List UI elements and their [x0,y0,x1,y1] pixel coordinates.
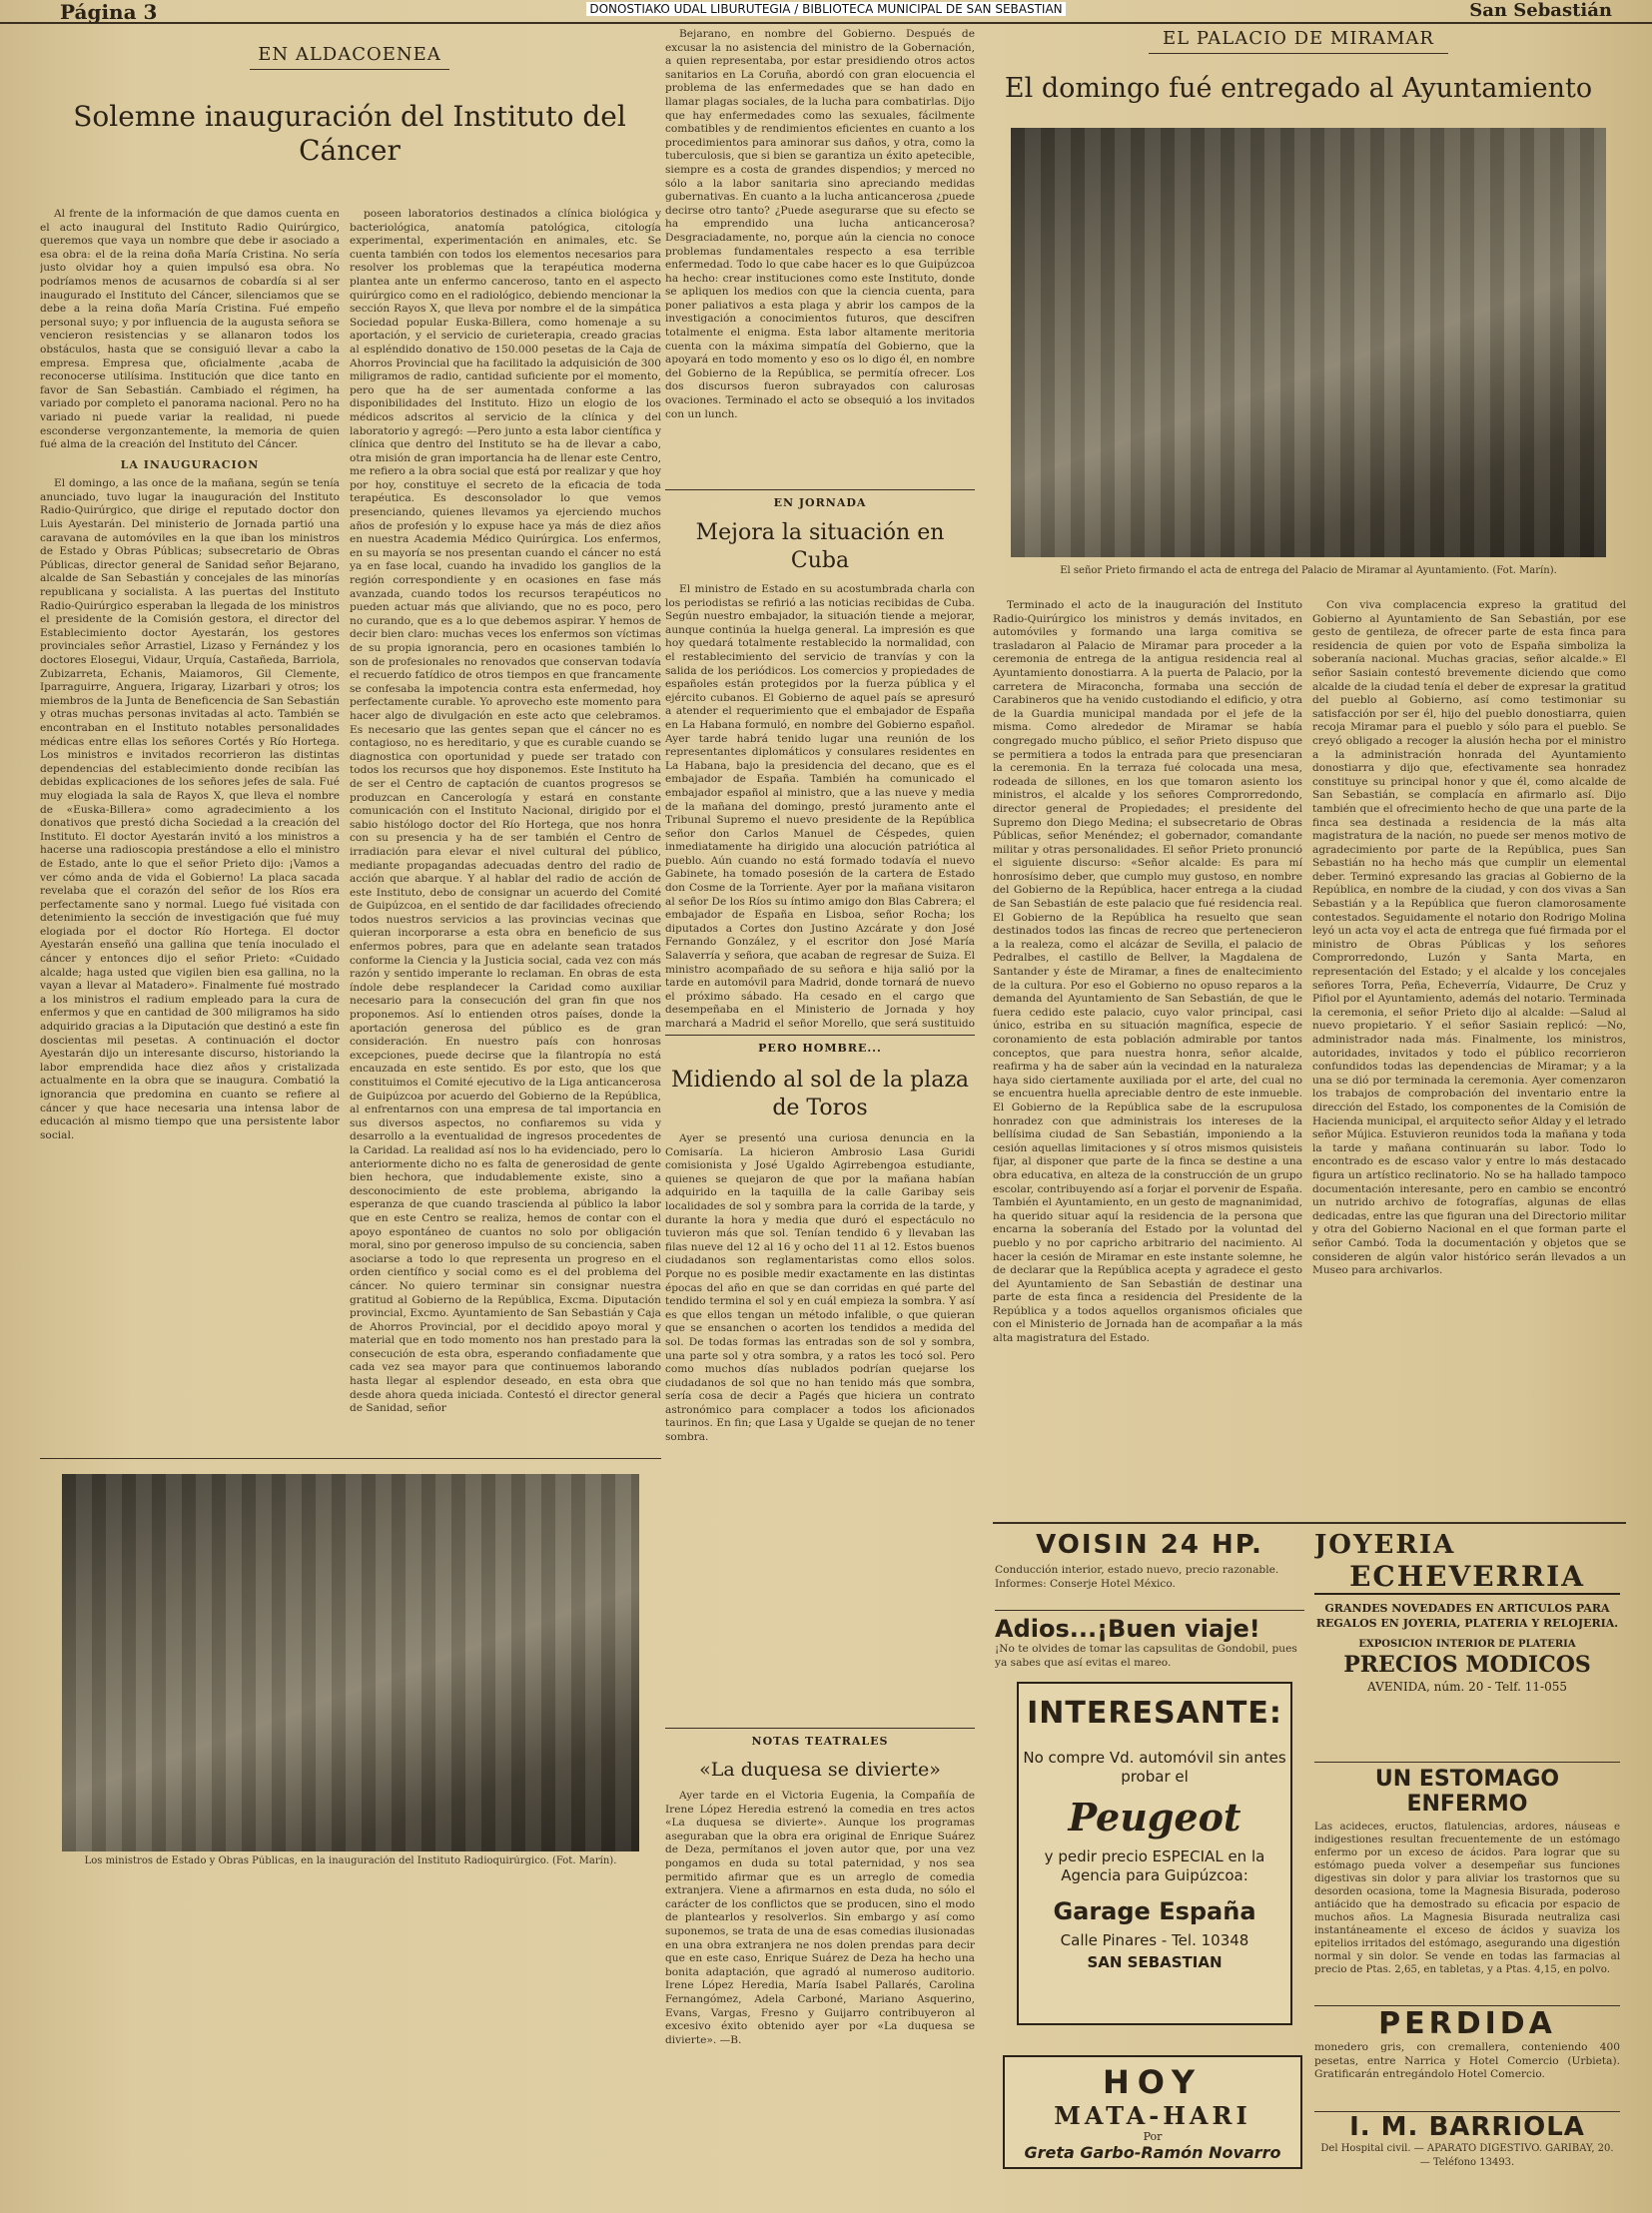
adios-ad [995,1610,1304,1675]
joyeria-text: GRANDES NOVEDADES EN ARTICULOS PARA REGALOS EN JOYERIA, PLATERIA Y RELOJERIA. [1315,1602,1619,1630]
barriola-ad [1314,2111,1620,2182]
teatro-headline: «La duquesa se divierte» [699,1759,941,1781]
interesante-title: INTERESANTE: [1027,1696,1282,1731]
instituto-text-2: poseen laboratorios destinados a clínica biológica y bacteriológica, anatomía patológica, citología experimental, experimentación en animales, etc. Se cuenta también con todos los elementos necesarios para resolver los problemas que la terapéutica moderna plantea ante un enfermo canceroso, tanto en el aspecto quirúrgico como en el radiológico, debiendo mencionar la sección Rayos X, que lleva por nombre el de la simpática Sociedad popular Euska-Billera, como homenaje a su aportación, y el servicio de curieterapia, creado gracias al espléndido donativo de 150.000 pesetas de la Caja de Ahorros Provincial que ha facilitado la adquisición de 300 miligramos de radio, cantidad suficiente por el momento, pero que ha de ser aumentada conforme a las disponibilidades del Instituto. Hizo un elogio de los médicos adscritos al servicio de la clínica y del laboratorio y agregó: —Pero junto a esta labor científica y clínica que dentro del Instituto se ha de llevar a cabo, otra misión de gran importancia ha de llenar este Centro, me refiero a la obra social que está por realizar y que hoy por hoy, constituye el secreto de la eficacia de toda terapéutica. Es desconsolador lo que vemos presenciando, quienes llevamos ya ejerciendo muchos años de profesión y lo expuse hace ya más de diez años en nuestra Academia Médico Quirúrgica. Los enfermos, en su mayoría se nos presentan cuando el cáncer no está ya en fase local, cuando ha invadido los ganglios de la región correspondiente y en ocasiones en fase más avanzada, cuando todos los recursos terapéuticos no pueden actuar más que aliviando, que no es poco, pero no curando, que es a lo que debemos aspirar. Y hemos de decir bien claro: muchas veces los enfermos son víctimas de su propia ignorancia, pero en ocasiones también lo son de profesionales no renovados que conservan todavía el recuerdo fatídico de otros tiempos en que francamente se confesaba la impotencia contra esta enfermedad, hoy perfectamente curable. Yo aprovecho este momento para hacer algo de divulgación en este acto que celebramos. Es necesario que las gentes sepan que el cáncer no es contagioso, no es hereditario, y que es curable cuando se diagnostica con oportunidad y puede ser tratado con todos los recursos que hoy disponemos. Este Instituto ha de ser el Centro de captación de cuantos progresos se produzcan en Cancerología y estará en constante comunicación con el Instituto Nacional, dirigido por el sabio histólogo doctor del Río Hortega, que nos honra con su presencia y ha de ser también el Centro de irradiación para elevar el nivel cultural del público, mediante propagandas adecuadas dentro del radio de acción que abarque. Y al hablar del radio de acción de este Instituto, debo de consignar un acuerdo del Comité de Guipúzcoa, en el sentido de dar facilidades ofreciendo todos nuestros servicios a las provincias vecinas que quieran incorporarse a esta obra en beneficio de sus enfermos pobres, para que en adelante sean tratados conforme la Ciencia y la Justicia social, cada vez con más razón y sentido imperante lo reclaman. En obras de esta índole debe resplandecer la Caridad como auxiliar necesario para la consecución del gran fin que nos proponemos. Así lo entienden otros países, donde la aportación generosa del público es de gran consideración. En nuestro país con honrosas excepciones, puede decirse que la filantropía no está encauzada en este sentido. Es por esto, que los que constituimos el Comité ejecutivo de la Liga anticancerosa de Guipúzcoa por acuerdo del Gobierno de la República, al enfrentarnos con una empresa de tal importancia en sus diversos aspectos, no confiaremos su vida y desarrollo a la eventualidad de ingresos procedentes de la Caridad. La realidad así nos lo ha evidenciado, pero lo anteriormente dicho no es falta de generosidad de gente bien hechora, que indudablemente existe, sino a desconocimiento de este problema, abrigando la esperanza de que cuando trascienda al público la labor que en este Centro se realiza, hemos de contar con el apoyo espontáneo de cuantos no solo por obligación moral, sino por generoso impulso de su conciencia, saben asociarse a todo lo que representa un progreso en el orden científico y social como es el del problema del cáncer. No quiero terminar sin consignar nuestra gratitud al Gobierno de la República, Excma. Diputación provincial, Excmo. Ayuntamiento de San Sebastián y Caja de Ahorros Provincial, por el decidido apoyo moral y material que en todo momento nos han prestado para la consecución de esta obra, esperando confiadamente que cada vez sea mayor para que continuemos laborando hasta llegar al esplendor deseado, en esta obra que desde ahora queda iniciada. Contestó el director general de Sanidad, señor [350,208,661,1415]
inauguration-photo-caption: Los ministros de Estado y Obras Públicas, en la inauguración del Instituto Radioquirúrgico. (Fot. Marín). [84,1855,617,1866]
instituto-column-2 [350,208,661,1450]
inauguration-photo [62,1474,639,1851]
cuba-text: El ministro de Estado en su acostumbrada charla con los periodistas se refirió a las noticias recibidas de Cuba. Según nuestro embajador, la situación tiende a mejorar, aunque continúa la huelga general. La impresión es que hoy quedará totalmente restablecido la normalidad, con el restablecimiento del servicio de tranvías y con la salida de los periódicos. Los comercios y propiedades de españoles están protegidos por la fuerza pública y el ejército cubanos. El Gobierno de aquel país se apresuró a atender el requerimiento que el embajador de España en La Habana formuló, en nombre del Gobierno español. Ayer tarde habrá tenido lugar una reunión de los representantes diplomáticos y consulares residentes en La Habana, bajo la presidencia del decano, que es el embajador de España. También ha comunicado el embajador español al ministro, que a las nueve y media de la mañana del domingo, prestó juramento ante el Tribunal Supremo el nuevo presidente de la República señor don Carlos Manuel de Céspedes, quien inmediatamente ha dirigido una alocución patriótica al pueblo. Aún cuando no está formado todavía el nuevo Gabinete, ha tomado posesión de la cartera de Estado don Cosme de la Torriente. Ayer por la mañana visitaron al señor De los Ríos su íntimo amigo don Blas Cabrera; el embajador de España en Lisboa, señor Rocha; los diputados a Cortes don Justino Azcárate y don José Fernando González, y el escritor don José María Salaverría y señora, que acaban de regresar de Suiza. El ministro acompañado de su señora e hija salió por la tarde en automóvil para Madrid, donde tornará de nuevo el próximo sábado. Ha cesado en el cargo que desempeñaba en el Ministerio de Jornada y hoy marchará a Madrid el señor Morello, que será sustituido [665,583,975,1029]
estomago-ad [1314,1762,1620,1978]
divider [40,1458,661,1459]
teatro-article [665,1728,975,2167]
interesante-line-2: y pedir precio ESPECIAL en la Agencia para Guipúzcoa: [1044,1847,1265,1884]
toros-kicker: PERO HOMBRE... [758,1042,882,1055]
perdida-ad [1314,2005,1620,2110]
barriola-text: Del Hospital civil. — APARATO DIGESTIVO. GARIBAY, 20. — Teléfono 13493. [1320,2143,1614,2168]
matahari-ad [1003,2055,1302,2169]
instituto-column-1 [40,208,340,1450]
cuba-kicker: EN JORNADA [773,496,867,509]
barriola-title: I. M. BARRIOLA [1349,2112,1585,2142]
page-header [0,0,1652,24]
miramar-photo-caption: El señor Prieto firmando el acta de entrega del Palacio de Miramar al Ayuntamiento. (Fot. Marín). [1060,565,1557,576]
library-stamp: DONOSTIAKO UDAL LIBURUTEGIA / BIBLIOTECA MUNICIPAL DE SAN SEBASTIAN [586,2,1066,16]
instituto-text-1: Al frente de la información de que damos cuenta en el acto inaugural del Instituto Radio Quirúrgico, queremos que vaya un nombre que debe ir asociado a esa obra: el de la reina doña María Cristina. No sería justo olvidar hoy a quien impulsó esa obra. No podríamos menos de acusarnos de cobardía si al ser inaugurado el Instituto del Cáncer, silenciamos que se debe a la reina doña María Cristina. Fué empeño personal suyo; y por influencia de la augusta señora se vencieron resistencias y se allanaron todos los obstáculos, hasta que se consiguió llevar a cabo la empresa. Empresa que, oficialmente ,acaba de reconocerse utilísima. Institución que dice tanto en favor de San Sebastián. Cambiado el régimen, ha variado por completo el panorama nacional. Pero no ha variado ni puede variar la realidad, ni puede esconderse vergonzantemente, la memoria de quien fué alma de la creación del Instituto del Cáncer. [40,208,340,451]
teatro-top-rule [665,1728,975,1729]
miramar-headline: El domingo fué entregado al Ayuntamiento [1004,73,1593,104]
inauguracion-label: LA INAUGURACION [120,457,260,471]
matahari-cast: Greta Garbo-Ramón Novarro [1024,2143,1281,2162]
joyeria-precios: PRECIOS MODICOS [1343,1652,1591,1678]
garage-name: Garage España [1053,1897,1256,1925]
instituto-text-1b: El domingo, a las once de la mañana, según se tenía anunciado, tuvo lugar la inauguración del Instituto Radio-Quirúrgico, que dirige el reputado doctor don Luis Ayestarán. Del ministerio de Jornada partió una caravana de automóviles en la que iban los ministros de Estado y Obras Públicas; subsecretario de Obras Públicas, director general de Sanidad señor Bejarano, alcalde de San Sebastián y concejales de las minorías republicana y socialista. A las puertas del Instituto Radio-Quirúrgico esperaban la llegada de los ministros el presidente de la Comisión gestora, el director del Establecimiento doctor Ayestarán, los gestores provinciales señor Arrastiel, Lizaso y Fernández y los doctores Elosegui, Vidaur, Urquía, Castañeda, Barriola, Zubizarreta, Echanis, Maiamoros, Gil Clemente, Iparraguirre, Anguera, Irigaray, Lizarbari y otros; los miembros de la Junta de Beneficencia de San Sebastián y otras muchas personas invitadas al acto. También se encontraban en el Instituto notables personalidades médicas entre ellas los señores Cortés y Río Hortega. Los ministros e invitados recorrieron las distintas dependencias del establecimiento donde recibían las debidas explicaciones de los señores jefes de sala. Fué muy elogiada la sala de Rayos X, que lleva el nombre de «Euska-Billera» como agradecimiento a los donativos que prestó dicha Sociedad a la creación del Instituto. El doctor Ayestarán invitó a los ministros a hacerse una radioscopia prestándose a ello el ministro de Estado, ante lo que el señor Prieto dijo: ¡Vamos a ver cómo anda de vida el Gobierno! La placa sacada revelaba que el corazón del señor de los Ríos era perfectamente sano y normal. Luego fué visitada con detenimiento la sección de investigación que fué muy elogiada por el doctor Río Hortega. El doctor Ayestarán enseñó una gallina que tenía inoculado el cáncer y entonces dijo el señor Prieto: «Cuidado alcalde; haga usted que vigilen bien esa gallina, no la vayan a llevar al Matadero». Finalmente fué mostrado a los ministros el radium empleado para la cura de enfermos y que en cantidad de 300 miligramos ha sido adquirido gracias a la Diputación que destinó a este fin doscientas mil pesetas. A continuación el doctor Ayestarán dijo un interesante discurso, historiando la labor emprendida hace diez años y cristalizada actualmente en la obra que se inaugura. Combatió la ignorancia que predomina en cuanto se refiere al cáncer y que hace necesaria una intensa labor de educación al mismo tiempo que una persistente labor social. [40,477,340,1141]
cuba-article [665,489,975,1029]
interesante-line-1: No compre Vd. automóvil sin antes probar el [1023,1749,1286,1786]
instituto-kicker: EN ALDACOENEA [250,36,449,70]
instituto-header [40,36,659,176]
miramar-photo [1011,128,1606,557]
instituto-continuation [665,28,975,482]
estomago-text: Las acideces, eructos, flatulencias, ardores, náuseas e indigestiones resultan frecuentemente de un estómago enfermo por un exceso de ácidos. Para lograr que su estómago pueda volver a desempeñar sus funciones digestivas sin dolor y para aliviar los trastornos que su desorden ocasiona, tome la Magnesia Bisurada, poderoso antiácido que ha demostrado su eficacia por espacio de muchos años. La Magnesia Bisurada neutraliza casi instantáneamente el exceso de ácidos y suaviza los epitelios irritados del estómago, asegurando una digestión normal y sin dolor. Se vende en todas las farmacias al precio de Ptas. 2,65, en tabletas, y a Ptas. 4,15, en polvo. [1314,1822,1620,1975]
voisin-text: Conducción interior, estado nuevo, precio razonable. Informes: Conserje Hotel México. [995,1564,1279,1590]
photo-texture [62,1474,639,1851]
joyeria-ad [1314,1530,1620,1756]
photo-texture [1011,128,1606,557]
peugeot-logo: Peugeot [1068,1795,1241,1840]
miramar-header [989,28,1608,128]
masthead-city: San Sebastián [1469,0,1612,21]
miramar-kicker: EL PALACIO DE MIRAMAR [1149,28,1448,54]
adios-title: Adios...¡Buen viaje! [995,1615,1260,1643]
estomago-title: UN ESTOMAGO ENFERMO [1374,1767,1560,1817]
perdida-text: monedero gris, con cremallera, conteniendo 400 pesetas, entre Narrica y Hotel Comercio (Urbieta). Gratificarán entregándolo Hotel Comercio. [1314,2041,1620,2081]
toros-body [665,1132,975,1445]
instituto-headline: Solemne inauguración del Instituto del Cáncer [73,100,626,167]
page-number: Página 3 [60,0,158,24]
ads-top-rule [993,1522,1626,1524]
perdida-title: PERDIDA [1378,2006,1556,2041]
cuba-top-rule [665,489,975,490]
matahari-title: MATA-HARI [1054,2101,1251,2130]
matahari-por: Por [1143,2130,1163,2143]
garage-address: Calle Pinares - Tel. 10348 [1060,1931,1249,1949]
toros-top-rule [665,1035,975,1036]
peugeot-ad [1017,1682,1292,2025]
toros-headline: Midiendo al sol de la plaza de Toros [670,1068,970,1120]
cuba-headline: Mejora la situación en Cuba [695,520,945,573]
adios-text: ¡No te olvides de tomar las capsulitas de Gondobil, pues ya sabes que así evitas el mareo. [995,1643,1297,1669]
voisin-ad [995,1530,1304,1604]
garage-city: SAN SEBASTIAN [1087,1953,1223,1971]
toros-text: Ayer se presentó una curiosa denuncia en la Comisaría. La hicieron Ambrosio Lasa Guridi comisionista y José Ugaldo Agirrebengoa estudiante, quienes se quejaron de que por la mañana habían adquirido en la taquilla de la calle Garibay seis localidades de sol y sombra para la corrida de la tarde, y durante la hora y media que duró el espectáculo no tuvieron más que sol. Tenían tendido 6 y llevaban las filas nueve del 12 al 16 y ocho del 11 al 12. Estos buenos ciudadanos son reglamentaristas como ellos solos. Porque no es posible medir exactamente en las distintas épocas del año en que se dan corridas en qué parte del tendido termina el sol y en cuál empieza la sombra. Y así es que ellos tengan un método infalible, o que quieran que se ensanchen o acorten los tendidos a medida del sol. De todas formas las entradas son de sol y sombra, una parte sol y otra sombra, y a ratos les tocó sol. Pero como muchos días nublados podrían quejarse los ciudadanos de sol que no han tenido más que sombra, sería cosa de decir a Pagés que hiciera un contrato astronómico para complacer a todos los aficionados taurinos. En fin; que Lasa y Ugalde se quejan de no tener sombra. [665,1132,975,1444]
miramar-text-1: Terminado el acto de la inauguración del Instituto Radio-Quirúrgico los ministros y demás invitados, en automóviles y formando una larga comitiva se trasladaron al Palacio de Miramar para proceder a la ceremonia de entrega de la antigua residencia real al Ayuntamiento donostiarra. A la puerta de Palacio, por la carretera de Miraconcha, formaba una sección de Carabineros que ha venido custodiando el edificio, y otra de la Guardia municipal mandada por el jefe de la misma. Como alrededor de Miramar se había congregado mucho público, el señor Prieto dispuso que se permitiera a todos la entrada para que presenciaran la ceremonia. En la terraza fué colocada una mesa, rodeada de sillones, en los que tomaron asiento los ministros, el alcalde y los señores Comprorredondo, director general de Propiedades; el presidente del Supremo don Diego Medina; el subsecretario de Obras Públicas, señor Menéndez; el gobernador, comandante militar y otras personalidades. El señor Prieto pronunció el siguiente discurso: «Señor alcalde: Es para mí honrosísimo deber, que cumplo muy gustoso, en nombre del Gobierno de la República, hacer entrega a la ciudad de San Sebastián de este palacio que fué residencia real. El Gobierno de la República ha resuelto que sean destinados todos las fincas de recreo que pertenecieron a la realeza, como el alcázar de Sevilla, el palacio de Pedralbes, el castillo de Bellver, la Magdalena de Santander y éste de Miramar, a fines de enaltecimiento de la cultura. Por eso el Gobierno no opuso reparos a la demanda del Ayuntamiento de San Sebastián, de que le fuera cedido este palacio, cuyo valor principal, casi único, estriba en su situación magnífica, especie de coronamiento de esta población admirable por tantos conceptos, que para nuestra honra, señor alcalde, reafirma y ha de saber aún la vecindad en la naturaleza haya sido ciertamente auxiliada por el arte, del cual no se encuentra huella apreciable dentro de este inmueble. El Gobierno de la República sabe de la escrupulosa honradez con que administrais los intereses de la bellísima ciudad de San Sebastián, imponiendo a la cesión aquellas limitaciones y sí otros mismos quisisteis fijar, al disponer que parte de la finca se destine a una obra educativa, en alteza de la construcción de un grupo escolar, contribuyendo así a forjar el porvenir de España. También el Ayuntamiento, en un gesto de magnanimidad, ha querido situar aquí la residencia de la persona que encarna la soberanía del Estado por la voluntad del pueblo y no por capricho arbitrario del nacimiento. Al hacer la cesión de Miramar en este instante solemne, he de declarar que la República acepta y agradece el gesto del Ayuntamiento de San Sebastián de destinar una parte de esta finca a residencia del Presidente de la República y a todos aquellos organismos oficiales que con el Ministerio de Jornada han de acompañar a la más alta magistratura del Estado. [993,599,1302,1345]
teatro-body [665,1790,975,2047]
joyeria-address: AVENIDA, núm. 20 - Telf. 11-055 [1367,1680,1567,1694]
voisin-title: VOISIN 24 HP. [1036,1530,1263,1560]
teatro-text: Ayer tarde en el Victoria Eugenia, la Compañía de Irene López Heredia estrenó la comedia en tres actos «La duquesa se divierte». Aunque los programas aseguraban que la obra era original de Enrique Suárez de Deza, permítanos el joven autor que, por una vez pongamos en duda su total paternidad, y nos sea permitido afirmar que es un arreglo de comedia extranjera. Viene a afirmarnos en esta duda, no sólo el carácter de los conflictos que se producen, sino el modo de plantearlos y resolverlos. Sin embargo y así como suponemos, se trata de una de esas comedias ilusionadas en una obra extranjera ne nos dolen prendas para decir que en este caso, Enrique Suárez de Deza ha hecho una bonita adaptación, que agradó al numeroso auditorio. Irene López Heredia, María Isabel Pallarés, Carolina Fernangómez, Adela Carboné, Mariano Asquerino, Evans, Vargas, Fresno y Guijarro contribuyeron al excesivo éxito obtenido ayer por «La duquesa se divierte». —B. [665,1790,975,2046]
joyeria-title: JOYERIA [1314,1530,1456,1560]
miramar-text-2: Con viva complacencia expreso la gratitud del Gobierno al Ayuntamiento de San Sebastián, por ese gesto de gentileza, de ofrecer parte de esta finca para residencia de quien por voto de España simboliza la soberanía nacional. Muchas gracias, señor alcalde.» El señor Sasiain contestó brevemente diciendo que como alcalde de la ciudad tenía el deber de expresar la gratitud del pueblo al Gobierno, así como testimoniar su satisfacción por ser él, hijo del pueblo donostiarra, quien recoja Miramar para el pueblo y sólo para el pueblo. Se creyó obligado a recoger la alusión hecha por el ministro a la administración honrada del Ayuntamiento donostiarra y dijo que, efectivamente sea honradez constituye su principal honor y que él, como alcalde de San Sebastián, se complacía en afirmarlo así. Dijo también que el ofrecimiento hecho de que una parte de la finca sea destinada a residencia de la más alta magistratura de la nación, no puede ser menos motivo de agradecimiento por parte de la República, pues San Sebastián no ha hecho más que cumplir un elemental deber. Terminó expresando las gracias al Gobierno de la República, en nombre de la ciudad, y con dos vivas a San Sebastián y a la República que fueron clamorosamente contestados. Seguidamente el notario don Rodrigo Molina leyó un acta voy el acta de entrega que fué firmada por el ministro de Obras Públicas y los señores Comprorredondo, Luzón y Santa Marta, en representación del Estado; y el alcalde y los concejales señores Torra, Peña, Echeverría, Vidaurre, De Cruz y Pifiol por el Ayuntamiento, además del notario. Terminada la ceremonia, el señor Prieto dijo al alcalde: —Salud al nuevo propietario. Y el señor Sasiain replicó: —No, administrador nada más. Finalmente, los ministros, autoridades, invitados y todo el público recorrieron confundidos todas las dependencias de Miramar; y a la una se dió por terminada la ceremonia. Ayer comenzaron los trabajos de comprobación del inventario entre la dirección del Estado, los componentes de la Comisión de Hacienda municipal, el arquitecto señor Alday y el letrado señor Mújica. Estuvieron reunidos toda la mañana y toda la tarde y mañana continuarán su labor. Todo lo encontrado es de escaso valor y entre lo más destacado figura un artístico reclinatorio. No se ha hallado tampoco documentación interesante, pero en cambio se encontró un nutrido archivo de fotografías, algunas de ellas dedicadas, entre las que figuran una del Directorio militar y otra del Gobierno Nacional en el que forman parte el señor Cambó. Toda la documentación y objetos que se consideren de algún valor histórico serán llevados a un Museo para archivarlos. [1312,599,1626,1277]
miramar-column-1 [993,599,1302,1518]
miramar-column-2 [1312,599,1626,1518]
joyeria-name: ECHEVERRIA [1314,1560,1620,1595]
hoy-label: HOY [1102,2063,1203,2101]
cuba-body [665,583,975,1029]
joyeria-expo: EXPOSICION INTERIOR DE PLATERIA [1358,1639,1576,1650]
continuation-text: Bejarano, en nombre del Gobierno. Después de excusar la no asistencia del ministro de la Gobernación, a quien representaba, por estar presidiendo otros actos sanitarios en La Coruña, abordó con gran elocuencia el problema de las enfermedades que se han dado en llamar plagas sociales, de la lucha para combatirlas. Dijo que hay enfermedades como las sexuales, fácilmente combatibles y de rendimientos eficientes en cuanto a los procedimientos para aminorar sus daños, y otra, como la tuberculosis, que si bien se garantiza un éxito apetecible, siempre es a costa de grandes dispendios; y merced no sólo a la labor sanitaria sino apreciando medidas gubernativas. En cuanto a la lucha anticancerosa ¿puede decirse otro tanto? ¿Puede asegurarse que su efecto se ha emprendido una lucha anticancerosa? Desgraciadamente, no, porque aún la ciencia no conoce problemas fundamentales respecto a esa terrible enfermedad. Todo lo que cabe hacer es lo que Guipúzcoa ha hecho: crear instituciones como este Instituto, donde se apliquen los medios con que la ciencia cuenta, para poner paliativos a esta plaga y abrir los campos de la investigación a conocimientos futuros, que descifren totalmente el enigma. Esta labor altamente meritoria cuenta con la máxima simpatía del Gobierno, que la apoyará en todo momento y eso os lo digo él, en nombre del Gobierno de la República, se permitía ofrecer. Los dos discursos fueron subrayados con calurosas ovaciones. Terminado el acto se obsequió a los invitados con un lunch. [665,28,975,420]
toros-article [665,1035,975,1734]
teatro-kicker: NOTAS TEATRALES [751,1735,889,1748]
